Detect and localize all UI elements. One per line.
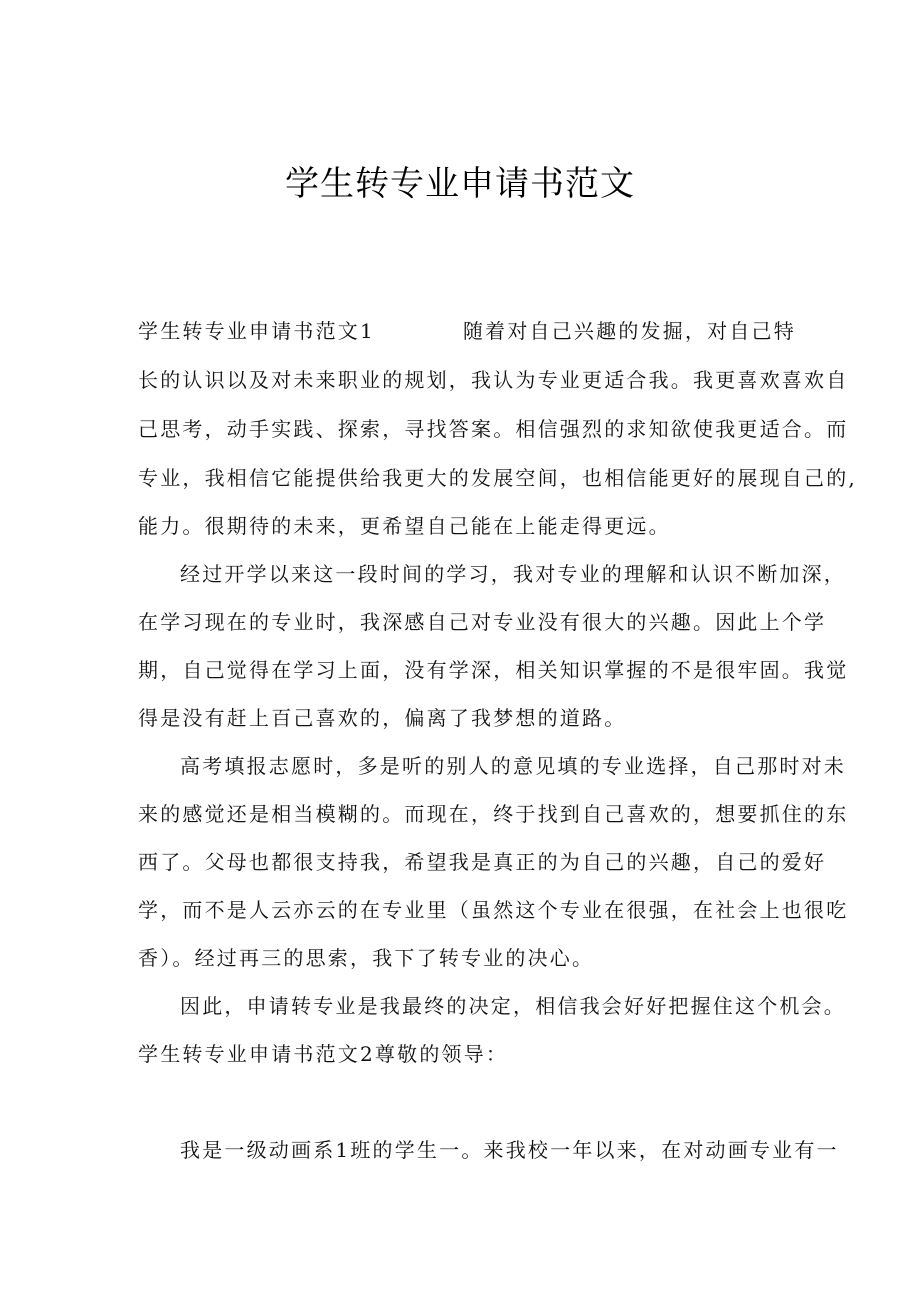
- paragraph-line-6: 经过开学以来这一段时间的学习，我对专业的理解和认识不断加深，: [180, 562, 846, 586]
- paragraph-line-15: 因此，申请转专业是我最终的决定，相信我会好好把握住这个机会。: [180, 994, 846, 1018]
- paragraph-line-1: [138, 318, 796, 344]
- paragraph-line-14: 香）。经过再三的思索，我下了转专业的决心。: [138, 946, 595, 970]
- paragraph-line-10: 高考填报志愿时，多是听的别人的意见填的专业选择，自己那时对未: [180, 754, 846, 778]
- paragraph-line-11: 来的感觉还是相当模糊的。而现在，终于找到自己喜欢的，想要抓住的东: [138, 802, 849, 826]
- paragraph-line-17: 我是一级动画系1班的学生一。来我校一年以来，在对动画专业有一: [180, 1138, 839, 1162]
- paragraph-line-3: 己思考，动手实践、探索，寻找答案。相信强烈的求知欲使我更适合。而: [138, 417, 849, 441]
- paragraph-line-5: 能力。很期待的未来，更希望自己能在上能走得更远。: [138, 514, 671, 538]
- paragraph-text: 随着对自己兴趣的发掘，对自己特: [462, 319, 796, 343]
- section-heading-1: 学生转专业申请书范文1: [138, 319, 375, 343]
- paragraph-line-2: 长的认识以及对未来职业的规划，我认为专业更适合我。我更喜欢喜欢自: [138, 368, 849, 392]
- paragraph-line-13: 学，而不是人云亦云的在专业里（虽然这个专业在很强，在社会上也很吃: [138, 898, 849, 922]
- paragraph-line-7: 在学习现在的专业时，我深感自己对专业没有很大的兴趣。因此上个学: [138, 610, 827, 634]
- paragraph-line-9: 得是没有赶上百己喜欢的，偏离了我梦想的道路。: [138, 706, 627, 730]
- document-title: 学生转专业申请书范文: [285, 164, 635, 204]
- paragraph-line-4: 专业，我相信它能提供给我更大的发展空间，也相信能更好的展现自己的,: [138, 466, 857, 490]
- paragraph-line-8: 期，自己觉得在学习上面，没有学深，相关知识掌握的不是很牢固。我觉: [138, 658, 849, 682]
- paragraph-line-12: 西了。父母也都很支持我，希望我是真正的为自己的兴趣，自己的爱好: [138, 850, 827, 874]
- section-heading-2: 学生转专业申请书范文2尊敬的领导：: [138, 1042, 509, 1066]
